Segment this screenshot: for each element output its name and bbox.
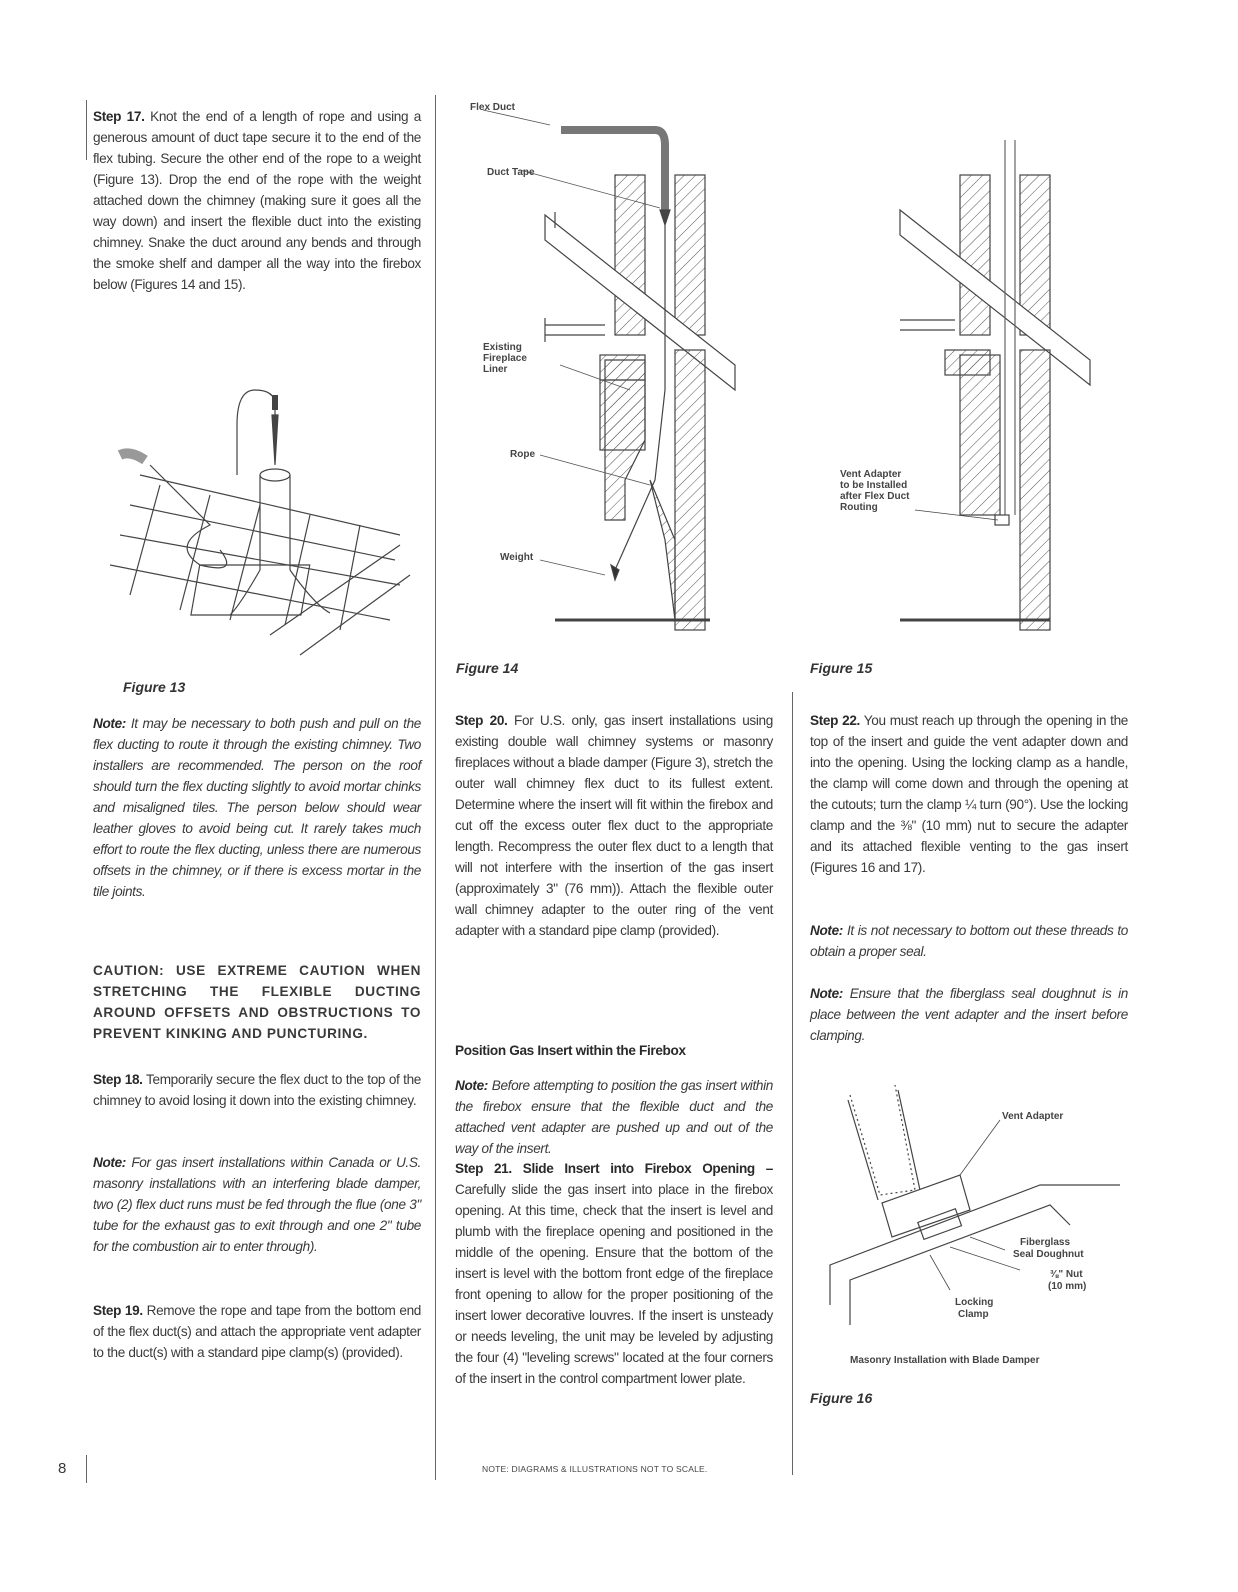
fiberglass-label: Seal Doughnut — [1013, 1249, 1084, 1260]
step-label: Step 17. — [93, 109, 145, 124]
step-label: Step 22. — [810, 713, 860, 728]
note-label: Note: — [810, 986, 843, 1001]
note-canada — [93, 1152, 421, 1257]
vent-adapter-label: to be Installed — [840, 480, 908, 491]
note-threads — [810, 920, 1128, 962]
figure-13-illustration — [100, 365, 430, 665]
margin-rule — [86, 1455, 87, 1483]
figure-15-caption: Figure 15 — [810, 660, 873, 676]
vent-adapter-label: Routing — [840, 502, 878, 513]
vent-adapter-label: Vent Adapter — [840, 469, 902, 480]
flex-duct-label: Flex Duct — [470, 102, 516, 113]
note-text: Before attempting to position the gas insert within the firebox ensure that the flexible duct and the attached vent adapter are pushed up and out of the way of the insert. — [455, 1078, 773, 1156]
step-label: Step 18. — [93, 1072, 143, 1087]
rope-label: Rope — [510, 449, 535, 460]
figure-16-diagram — [820, 1065, 1120, 1375]
duct-tape-label: Duct Tape — [487, 167, 535, 178]
step-label: Step 20. — [455, 713, 508, 728]
liner-label: Fireplace — [483, 353, 527, 364]
note-text: It may be necessary to both push and pull on the flex ducting to route it through the existing chimney. Two installers are recommended. The person on the roof should turn the flex ducting slightly to avoid mortar chinks and misaligned tiles. The person below should wear leather gloves to avoid being cut. It rarely takes much effort to route the flex ducting, unless there are numerous offsets in the chimney, or if there is excess mortar in the tile joints. — [93, 716, 421, 899]
note-before-positioning — [455, 1075, 773, 1159]
column-divider — [435, 95, 436, 1480]
clamp-label: Clamp — [958, 1309, 989, 1320]
figure-14-diagram — [465, 100, 775, 645]
note-label: Note: — [810, 923, 843, 938]
nut-label: (10 mm) — [1048, 1281, 1087, 1292]
note-text: It is not necessary to bottom out these threads to obtain a proper seal. — [810, 923, 1128, 959]
step-21 — [455, 1158, 773, 1389]
step-text: Remove the rope and tape from the bottom end of the flex duct(s) and attach the appropriate vent adapter to the duct(s) with a standard pipe clamp(s) (provided). — [93, 1303, 421, 1360]
step-text: Carefully slide the gas insert into place in the firebox opening. At this time, check that the insert is level and plumb with the fireplace opening and positioned in the middle of the opening. Ensure that the bottom of the insert is level with the bottom front edge of the fireplace front opening to allow for the proper positioning of the insert lower decorative louvres. If the insert is unsteady or needs leveling, the unit may be leveled by adjusting the four (4) "leveling screws" located at the four corners of the insert in the control compartment lower plate. — [455, 1182, 773, 1386]
step-label: Step 19. — [93, 1303, 143, 1318]
step-text: Temporarily secure the flex duct to the top of the chimney to avoid losing it down into the existing chimney. — [93, 1072, 421, 1108]
footer-note: NOTE: DIAGRAMS & ILLUSTRATIONS NOT TO SCALE. — [482, 1464, 708, 1474]
nut-label: ⅜" Nut — [1050, 1269, 1083, 1280]
fiberglass-label: Fiberglass — [1020, 1237, 1071, 1248]
vent-adapter-label: Vent Adapter — [1002, 1111, 1064, 1122]
step-22 — [810, 710, 1128, 878]
step-17 — [93, 106, 421, 295]
step-19 — [93, 1300, 421, 1363]
figure-13-caption: Figure 13 — [123, 679, 186, 695]
note-text: Ensure that the fiberglass seal doughnut is in place between the vent adapter and the insert before clamping. — [810, 986, 1128, 1043]
page-number: 8 — [58, 1460, 67, 1477]
column-divider — [792, 692, 793, 1475]
figure-14-caption: Figure 14 — [456, 660, 519, 676]
liner-label: Existing — [483, 342, 522, 353]
caution-text: CAUTION: USE EXTREME CAUTION WHEN STRETCHING THE FLEXIBLE DUCTING AROUND OFFSETS AND OBSTRUCTIONS TO PREVENT KINKING AND PUNCTURING. — [93, 963, 421, 1041]
note-label: Note: — [93, 1155, 126, 1170]
note-push-pull — [93, 713, 421, 902]
note-label: Note: — [455, 1078, 488, 1093]
note-label: Note: — [93, 716, 126, 731]
weight-label: Weight — [500, 552, 534, 563]
figure-16-subcaption: Masonry Installation with Blade Damper — [850, 1355, 1040, 1366]
clamp-label: Locking — [955, 1297, 994, 1308]
section-heading: Position Gas Insert within the Firebox — [455, 1043, 686, 1058]
note-seal — [810, 983, 1128, 1046]
step-text: You must reach up through the opening in the top of the insert and guide the vent adapter down and into the opening. Using the locking clamp as a handle, the clamp will come down and through the opening at the cutouts; turn the clamp ¼ turn (90°). Use the locking clamp and the ⅜" (10 mm) nut to secure the adapter and its attached flexible venting to the gas insert (Figures 16 and 17). — [810, 713, 1128, 875]
liner-label: Liner — [483, 364, 508, 375]
figure-15-diagram — [820, 100, 1130, 645]
margin-rule — [86, 100, 87, 160]
step-20 — [455, 710, 773, 941]
step-text: Knot the end of a length of rope and using a generous amount of duct tape secure it to the end of the flex tubing. Secure the other end of the rope to a weight (Figure 13). Drop the end of the rope with the weight attached down the chimney (making sure it goes all the way down) and insert the flexible duct into the existing chimney. Snake the duct around any bends and through the smoke shelf and damper all the way into the firebox below (Figures 14 and 15). — [93, 109, 421, 292]
note-text: For gas insert installations within Canada or U.S. masonry installations with an interfering blade damper, two (2) flex duct runs must be fed through the flue (one 3" tube for the exhaust gas to exit through and one 2" tube for the combustion air to enter through). — [93, 1155, 421, 1254]
step-text: For U.S. only, gas insert installations using existing double wall chimney systems or masonry fireplaces without a blade damper (Figure 3), stretch the outer wall chimney flex duct to its fullest extent. Determine where the insert will fit within the firebox and cut off the excess outer flex duct to the appropriate length. Recompress the outer flex duct to a length that will not interfere with the insertion of the gas insert (approximately 3" (76 mm)). Attach the flexible outer wall chimney adapter to the outer ring of the vent adapter with a standard pipe clamp (provided). — [455, 713, 773, 938]
figure-16-caption: Figure 16 — [810, 1390, 873, 1406]
step-label: Step 21. Slide Insert into Firebox Opening – — [455, 1161, 773, 1176]
step-18 — [93, 1069, 421, 1111]
vent-adapter-label: after Flex Duct — [840, 491, 910, 502]
